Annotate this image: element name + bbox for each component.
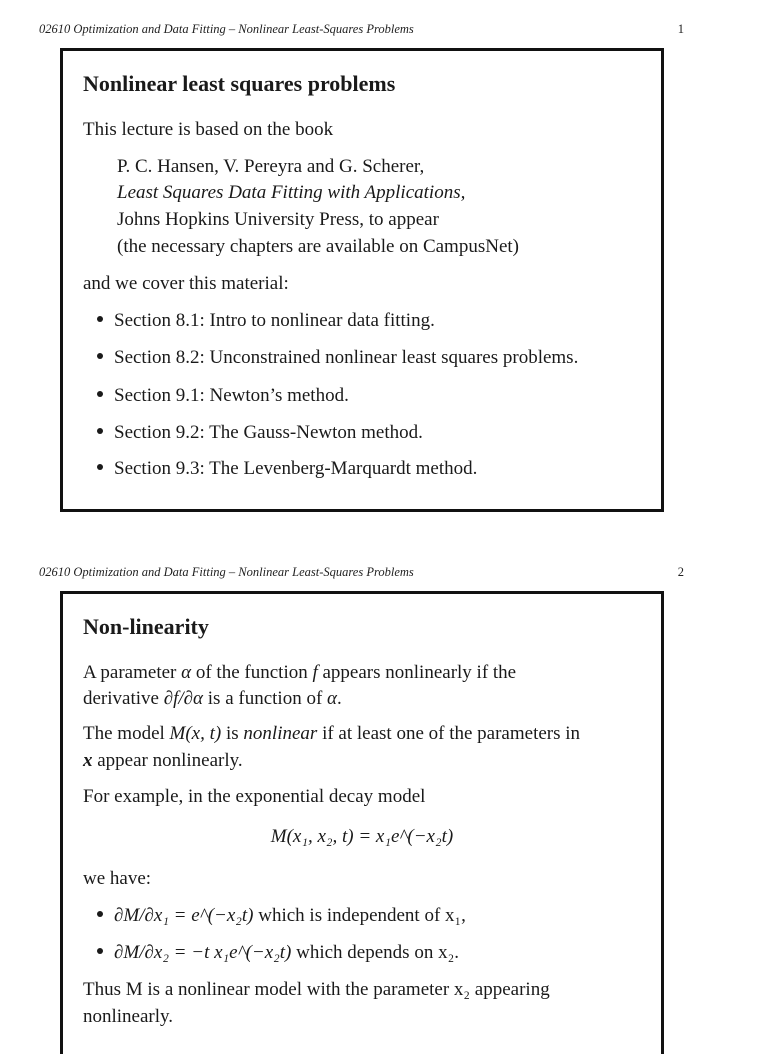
bullet-dot xyxy=(97,316,103,322)
section-item-text: Section 9.1: Newton’s method. xyxy=(114,385,349,406)
bullet-dot xyxy=(97,911,103,917)
header-text-2: 02610 Optimization and Data Fitting – Nonlinear Least-Squares Problems xyxy=(39,565,414,579)
book-note: (the necessary chapters are available on CampusNet) xyxy=(117,236,519,257)
page-number-2: 2 xyxy=(677,565,684,579)
slide-1 xyxy=(60,48,664,512)
we-have-text: we have: xyxy=(83,868,152,889)
list-item xyxy=(97,385,349,407)
list-item xyxy=(97,458,477,480)
list-item: ∂M/∂x₁ = e^(−x₂t) which is independent of x₁, xyxy=(97,905,466,927)
bullet-dot xyxy=(97,353,103,359)
list-item xyxy=(97,347,578,369)
conclusion-line-1: Thus M is a nonlinear model with the parameter x₂ appearing xyxy=(83,979,550,1000)
paragraph-2-line-1: The model M(x, t) is nonlinear if at least one of the parameters in xyxy=(83,723,581,744)
list-item xyxy=(97,422,423,444)
section-item-text: Section 8.1: Intro to nonlinear data fitting. xyxy=(114,310,435,331)
book-title: Least Squares Data Fitting with Applications, xyxy=(117,182,466,203)
conclusion-line-2: nonlinearly. xyxy=(83,1006,174,1027)
page-number-1: 1 xyxy=(677,22,684,36)
section-item-text: Section 8.2: Unconstrained nonlinear least squares problems. xyxy=(114,347,579,368)
book-authors: P. C. Hansen, V. Pereyra and G. Scherer, xyxy=(117,156,425,177)
section-item-text: Section 9.2: The Gauss-Newton method. xyxy=(114,422,423,443)
paragraph-3: For example, in the exponential decay model xyxy=(83,786,426,807)
list-item: ∂M/∂x₂ = −t x₁e^(−x₂t) which depends on x₂. xyxy=(97,942,459,964)
section-item-text: Section 9.3: The Levenberg-Marquardt method. xyxy=(114,458,478,479)
page-header-2 xyxy=(39,565,684,581)
page-header-1 xyxy=(39,22,684,38)
decay-model-equation: M(x₁, x₂, t) = x₁e^(−x₂t) xyxy=(270,826,454,847)
slide-2 xyxy=(60,591,664,1054)
slide-2-title: Non-linearity xyxy=(83,614,209,639)
bullet-dot xyxy=(97,391,103,397)
list-item xyxy=(97,310,435,332)
intro-text: This lecture is based on the book xyxy=(83,119,334,140)
bullet-dot xyxy=(97,948,103,954)
cover-intro: and we cover this material: xyxy=(83,273,289,294)
header-text-1: 02610 Optimization and Data Fitting – Nonlinear Least-Squares Problems xyxy=(39,22,414,36)
paragraph-1-line-2: derivative ∂f/∂α is a function of α. xyxy=(83,688,342,709)
paragraph-1-line-1: A parameter α of the function f appears nonlinearly if the xyxy=(83,662,517,683)
bullet-dot xyxy=(97,464,103,470)
bullet-dot xyxy=(97,428,103,434)
paragraph-2-line-2: x appear nonlinearly. xyxy=(83,750,243,771)
slide-1-title: Nonlinear least squares problems xyxy=(83,71,396,96)
book-publisher: Johns Hopkins University Press, to appear xyxy=(117,209,439,230)
